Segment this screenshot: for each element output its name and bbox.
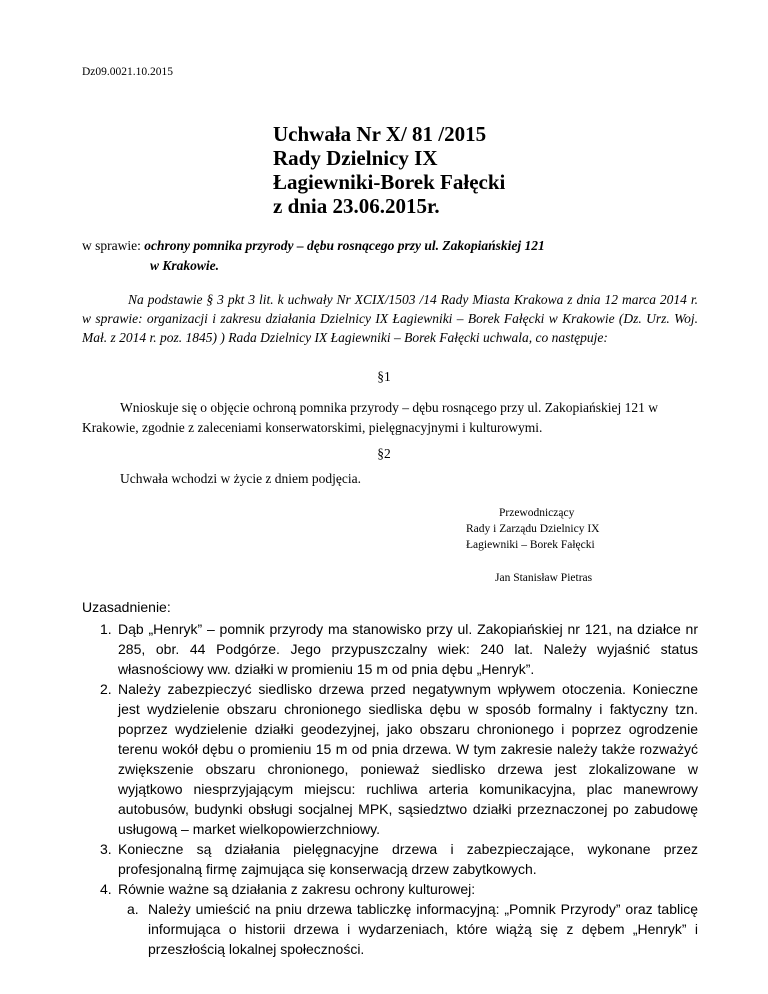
section-1-label: §1 — [377, 369, 391, 384]
list-subitem — [82, 899, 698, 959]
section-1-text: Wnioskuje się o objęcie ochroną pomnika przyrody – dębu rosnącego przy ul. Zakopiańskiej 121 w Krakowie, zgodnie z zaleceniami konserwatorskimi, pielęgnacyjnymi i kulturowymi. — [82, 400, 658, 435]
section-2-text: Uchwała wchodzi w życie z dniem podjęcia. — [120, 471, 362, 486]
signature-position: Przewodniczący — [499, 507, 575, 519]
list-subitem-text: Należy umieścić na pniu drzewa tabliczkę informacyjną: „Pomnik Przyrody” oraz tablicę informująca o historii drzewa i wydarzeniach, które wiążą się z dębem „Henryk” i przeszłością lokalnej społeczności. — [148, 901, 698, 957]
list-item-number: 4. — [100, 881, 112, 897]
list-item — [82, 679, 698, 839]
list-item-number: 1. — [100, 621, 112, 637]
list-item-text: Równie ważne są działania z zakresu ochrony kulturowej: — [118, 881, 476, 897]
list-item-text: Konieczne są działania pielęgnacyjne drzewa i zabezpieczające, wykonane przez profesjonalną firmę zajmująca się konserwacją drzew zabytkowych. — [118, 841, 698, 877]
list-subitem-letter: a. — [127, 901, 139, 917]
signature-district: Łagiewniki – Borek Fałęcki — [466, 539, 595, 551]
list-item-number: 3. — [100, 841, 112, 857]
list-item-number: 2. — [100, 681, 112, 697]
list-item — [82, 879, 698, 899]
subject-text-line-1: ochrony pomnika przyrody – dębu rosnącego przy ul. Zakopiańskiej 121 — [144, 238, 545, 253]
document-reference-number: Dz09.0021.10.2015 — [82, 66, 174, 78]
list-item-text: Należy zabezpieczyć siedlisko drzewa przed negatywnym wpływem otoczenia. Konieczne jest wydzielenie obszaru chronionego siedliska dębu w sposób formalny i faktyczny tzn. poprzez wydzielenie działki geodezyjnej, jako obszaru chronionego i poprzez ogrodzenie terenu wokół dębu o promieniu 15 m od pnia drzewa. W tym zakresie należy także rozważyć zwiększenie obszaru chronionego, ponieważ siedlisko drzewa jest zlokalizowane w wyjątkowo niesprzyjającym miejscu: ruchliwa arteria komunikacyjna, plac manewrowy autobusów, budynki obsługi socjalnej MPK, sąsiedztwo działki przeznaczonej po zabudowę usługową – market wielkopowierzchniowy. — [118, 681, 698, 837]
signature-name: Jan Stanisław Pietras — [495, 572, 593, 584]
list-item-text: Dąb „Henryk” – pomnik przyrody ma stanowisko przy ul. Zakopiańskiej nr 121, na działce nr 285, obr. 44 Podgórze. Jego przypuszczalny wiek: 240 lat. Należy wyjaśnić status własnościowy ww. działki w promieniu 15 m od pnia dębu „Henryk”. — [118, 621, 698, 677]
resolution-title — [273, 122, 505, 218]
justification — [82, 597, 698, 959]
title-line-2: Rady Dzielnicy IX — [273, 146, 438, 170]
resolution-subject — [82, 236, 702, 276]
legal-basis: Na podstawie § 3 pkt 3 lit. k uchwały Nr XCIX/1503 /14 Rady Miasta Krakowa z dnia 12 marca 2014 r. w sprawie: organizacji i zakresu działania Dzielnicy IX Łagiewniki – Borek Fałęcki w Krakowie (Dz. Urz. Woj. Mał. z 2014 r. poz. 1845) ) Rada Dzielnicy IX Łagiewniki – Borek Fałęcki uchwala, co następuje: — [82, 292, 698, 345]
title-line-4: z dnia 23.06.2015r. — [273, 194, 440, 218]
subject-prefix: w sprawie: — [82, 238, 141, 253]
list-item — [82, 839, 698, 879]
section-2-label: §2 — [377, 446, 391, 461]
justification-heading: Uzasadnienie: — [82, 599, 171, 615]
subject-text-line-2: w Krakowie. — [150, 258, 220, 273]
signature-block — [466, 505, 599, 586]
list-item — [82, 619, 698, 679]
title-line-1: Uchwała Nr X/ 81 /2015 — [273, 122, 487, 146]
signature-council: Rady i Zarządu Dzielnicy IX — [466, 523, 600, 535]
title-line-3: Łagiewniki-Borek Fałęcki — [273, 170, 506, 194]
